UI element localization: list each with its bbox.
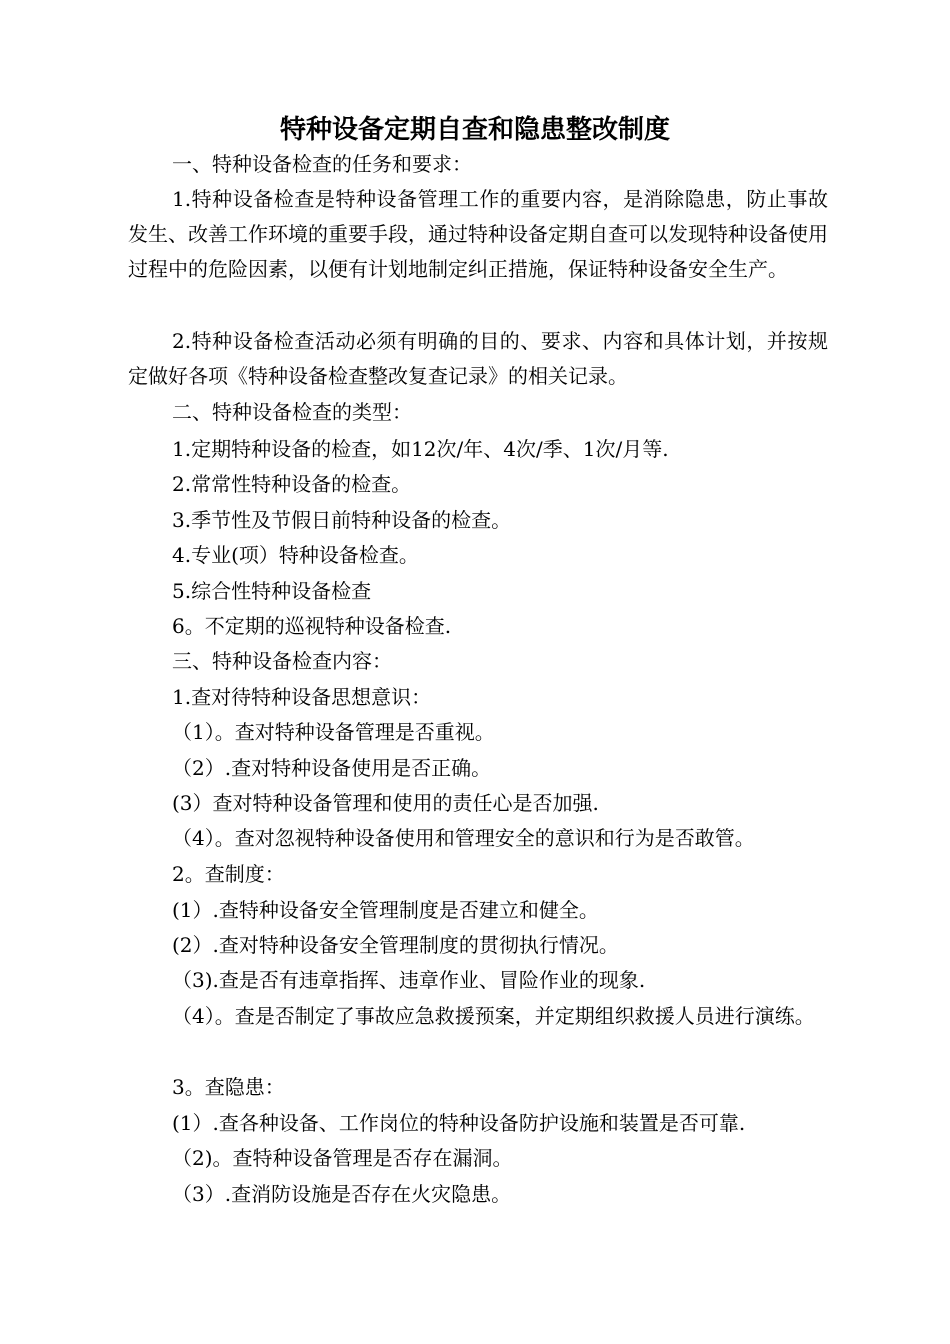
- paragraph-3-2-4: （4）。查是否制定了事故应急救援预案，并定期组织救援人员进行演练。: [172, 1004, 815, 1028]
- paragraph-1-2: 2.特种设备检查活动必须有明确的目的、要求、内容和具体计划，并按规定做好各项《特种设备检查整改复查记录》的相关记录。: [128, 329, 828, 388]
- subsection-heading: 1.查对待特种设备思想意识：: [172, 685, 432, 709]
- list-item: (1）.查各种设备、工作岗位的特种设备防护设施和装置是否可靠.: [172, 1111, 746, 1135]
- list-item: （1）。查对特种设备管理是否重视。: [172, 720, 495, 744]
- list-item: 6。不定期的巡视特种设备检查.: [172, 614, 452, 638]
- list-item: (2）.查对特种设备安全管理制度的贯彻执行情况。: [172, 933, 619, 957]
- section-heading-1: 一、特种设备检查的任务和要求：: [172, 152, 472, 176]
- list-item: （2)。查特种设备管理是否存在漏洞。: [172, 1146, 513, 1170]
- list-item: 4.专业(项）特种设备检查。: [172, 543, 419, 567]
- list-item: (1）.查特种设备安全管理制度是否建立和健全。: [172, 898, 599, 922]
- subsection-heading: 3。查隐患：: [172, 1075, 285, 1099]
- list-item: 3.季节性及节假日前特种设备的检查。: [172, 508, 512, 532]
- document-title: 特种设备定期自查和隐患整改制度: [279, 115, 670, 145]
- section-heading-3: 三、特种设备检查内容：: [172, 649, 392, 673]
- list-item: （3).查是否有违章指挥、违章作业、冒险作业的现象.: [172, 968, 646, 992]
- list-item: 5.综合性特种设备检查: [172, 579, 372, 603]
- subsection-heading: 2。查制度：: [172, 862, 285, 886]
- list-item: 1.定期特种设备的检查，如12次/年、4次/季、1次/月等.: [172, 437, 669, 461]
- list-item: （2）.查对特种设备使用是否正确。: [172, 756, 492, 780]
- list-item: (3）查对特种设备管理和使用的责任心是否加强.: [172, 791, 599, 815]
- paragraph-1-1: 1.特种设备检查是特种设备管理工作的重要内容，是消除隐患，防止事故发生、改善工作环境的重要手段，通过特种设备定期自查可以发现特种设备使用过程中的危险因素，以便有计划地制定纠正措施，保证特种设备安全生产。: [128, 187, 828, 281]
- list-item: 2.常常性特种设备的检查。: [172, 472, 412, 496]
- section-heading-2: 二、特种设备检查的类型：: [172, 400, 412, 424]
- list-item: （4）。查对忽视特种设备使用和管理安全的意识和行为是否敢管。: [172, 826, 755, 850]
- list-item: （3）.查消防设施是否存在火灾隐患。: [172, 1182, 512, 1206]
